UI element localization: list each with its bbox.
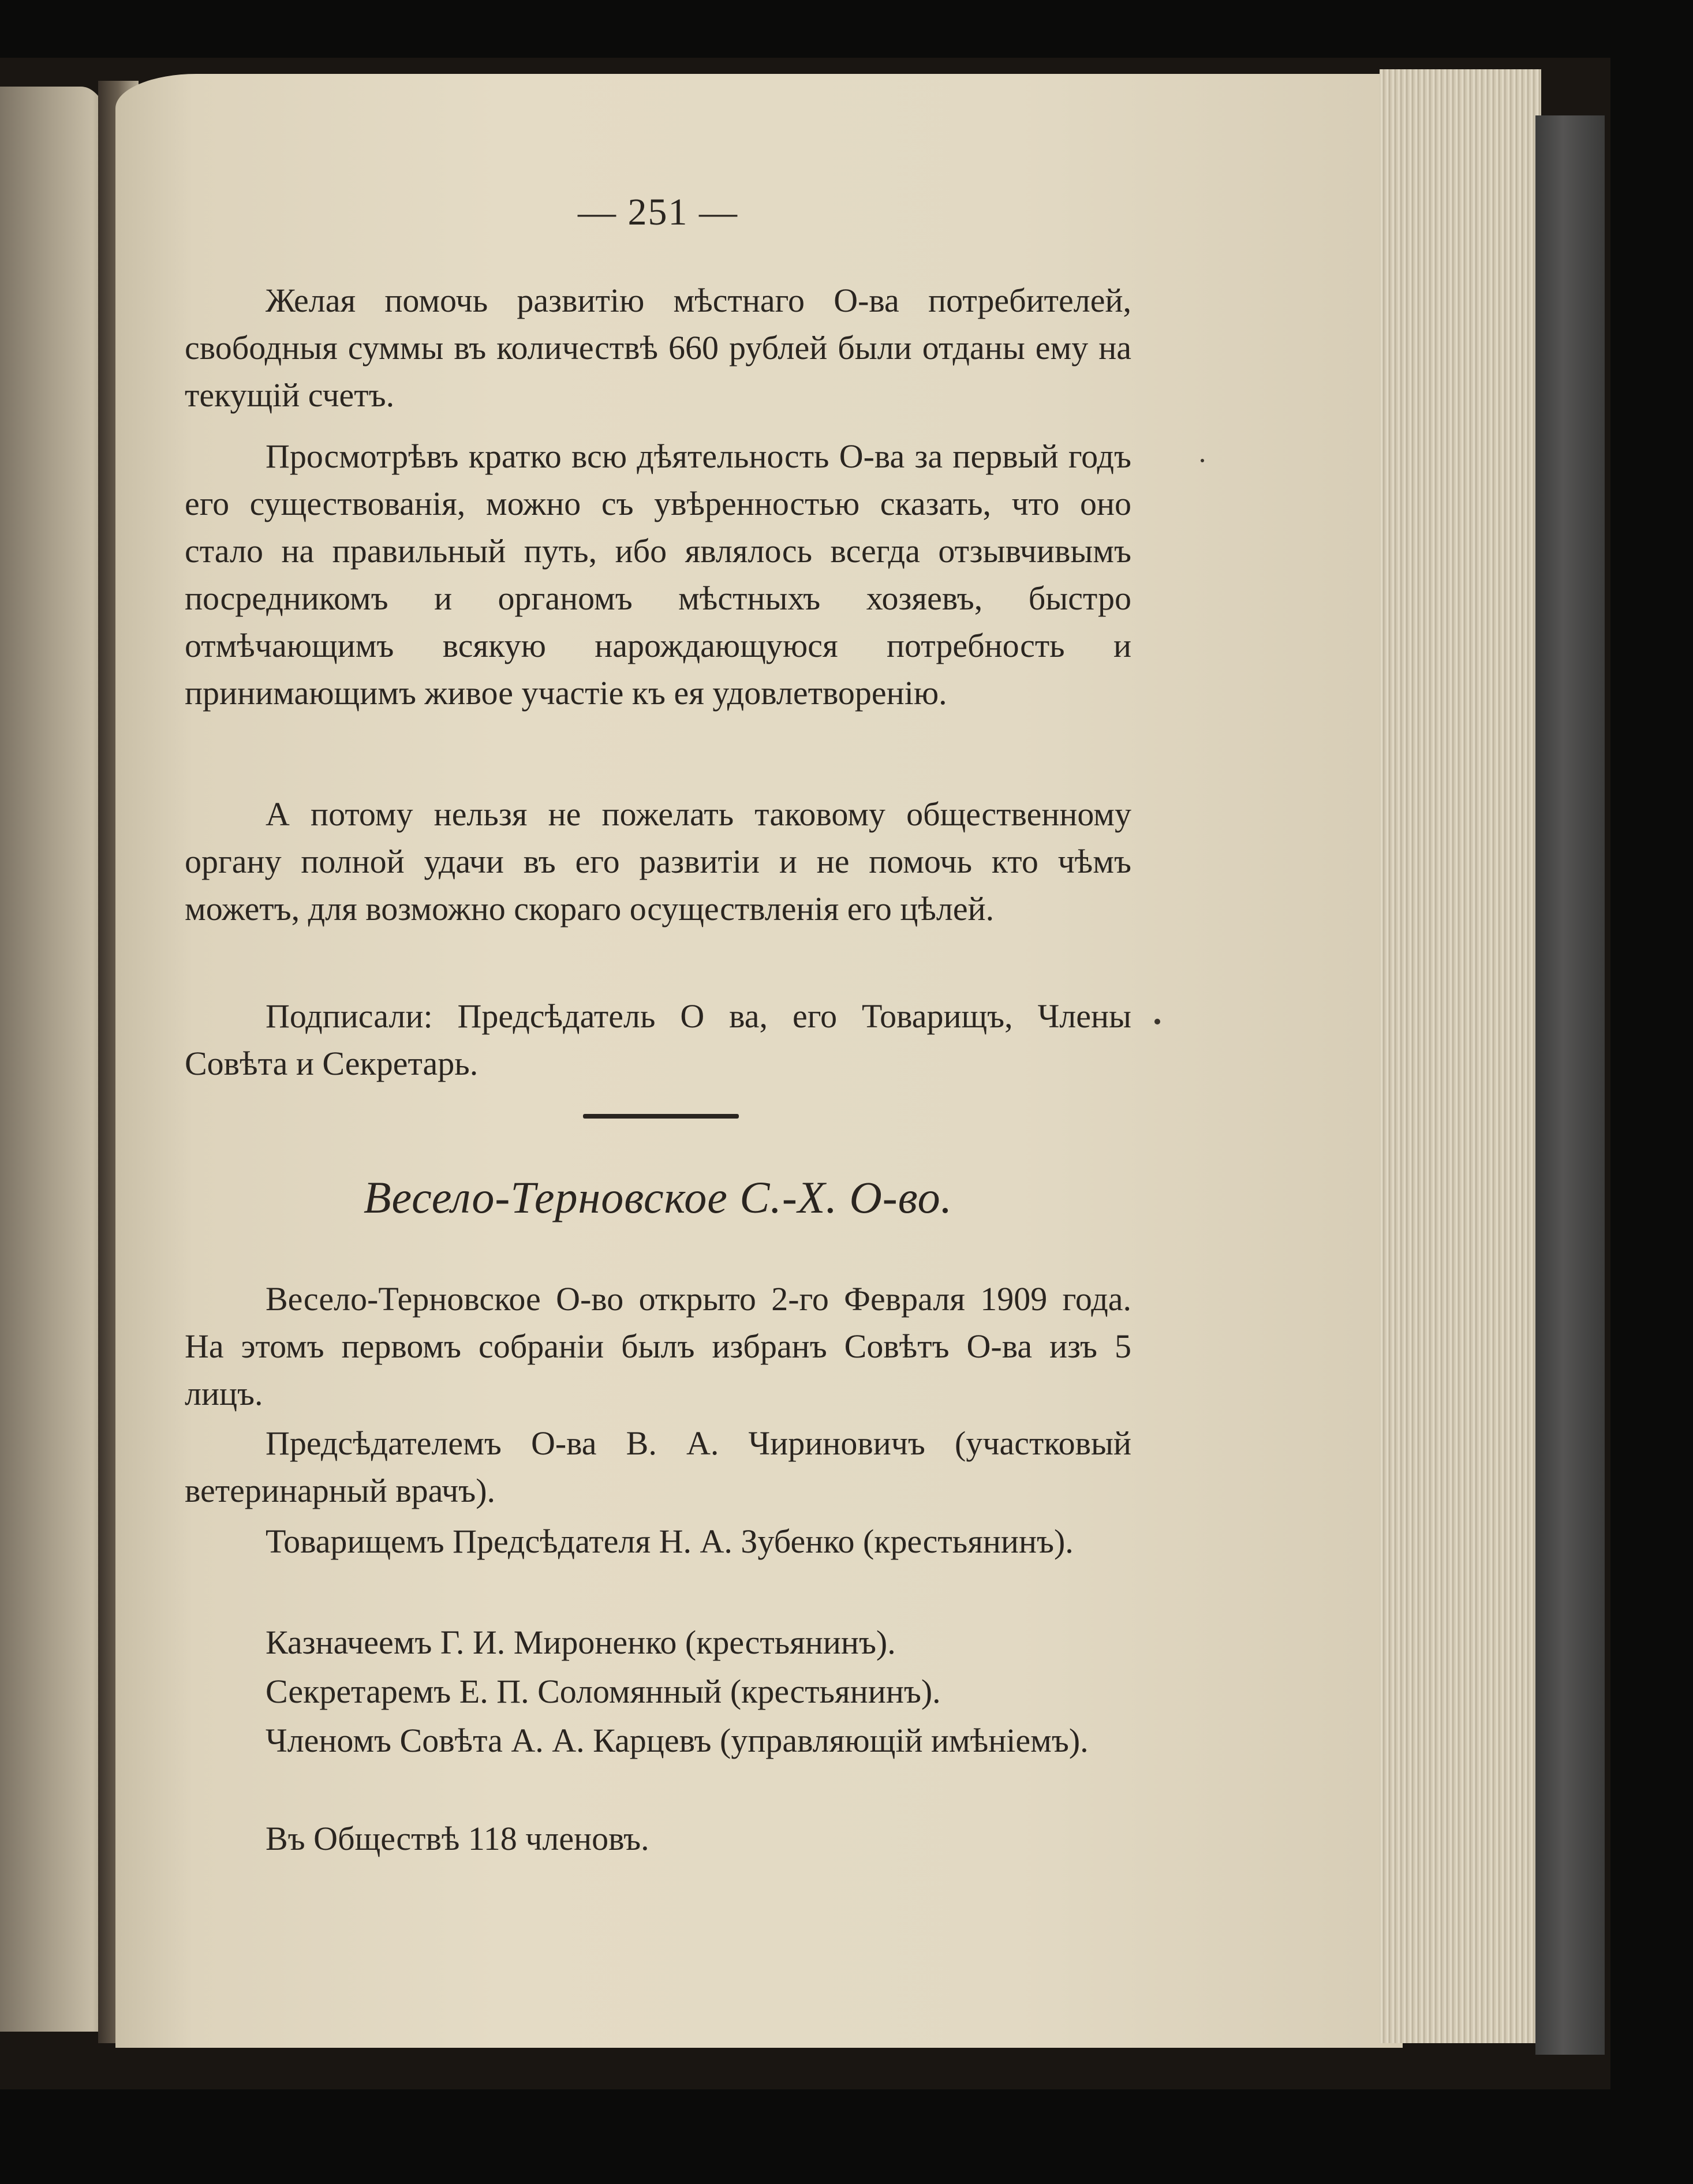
section-title: Весело-Терновское С.-Х. О-во. (363, 1172, 953, 1222)
section-paragraph-secretary: Секретаремъ Е. П. Соломянный (крестьянинъ). (266, 1673, 941, 1710)
ink-speck (1154, 1019, 1160, 1024)
section-divider (583, 1114, 739, 1119)
section-paragraph-deputy: Товарищемъ Предсѣдателя Н. А. Зубенко (крестьянинъ). (266, 1523, 1074, 1560)
section-paragraph-1: Весело-Терновское О-во открыто 2-го Февраля 1909 года. На этомъ первомъ собраніи былъ избранъ Совѣтъ О-ва изъ 5 лицъ. (185, 1280, 1131, 1412)
page-number: — 251 — (578, 191, 738, 233)
paragraph-2: Просмотрѣвъ кратко всю дѣятельность О-ва за первый годъ его существованія, можно съ увѣренностью сказать, что оно стало на правильный путь, ибо являлось всегда отзывчивымъ посредникомъ и органомъ мѣстныхъ хозяевъ, быстро отмѣчающимъ всякую нарождающуюся потребность и принимающимъ живое участіе къ ея удовлетворенію. (185, 437, 1131, 712)
paragraph-3: А потому нельзя не пожелать таковому общественному органу полной удачи въ его развитіи и не помочь кто чѣмъ можетъ, для возможно скораго осуществленія его цѣлей. (185, 795, 1131, 928)
ink-speck (1201, 459, 1204, 462)
section-paragraph-council-member: Членомъ Совѣта А. А. Карцевъ (управляющій имѣніемъ). (266, 1722, 1089, 1759)
page-edges (1380, 69, 1541, 2043)
paragraph-signatures: Подписали: Предсѣдатель О ва, его Товарищъ, Члены Совѣта и Секретарь. (185, 997, 1131, 1082)
book-cover (1535, 115, 1605, 2055)
section-paragraph-members: Въ Обществѣ 118 членовъ. (266, 1820, 649, 1857)
paragraph-1: Желая помочь развитію мѣстнаго О-ва потребителей, свободныя суммы въ количествѣ 660 рублей были отданы ему на текущій счетъ. (185, 282, 1131, 414)
section-paragraph-treasurer: Казначеемъ Г. И. Мироненко (крестьянинъ). (266, 1624, 896, 1661)
section-paragraph-chairman: Предсѣдателемъ О-ва В. А. Чириновичъ (участковый ветеринарный врачъ). (185, 1424, 1131, 1509)
